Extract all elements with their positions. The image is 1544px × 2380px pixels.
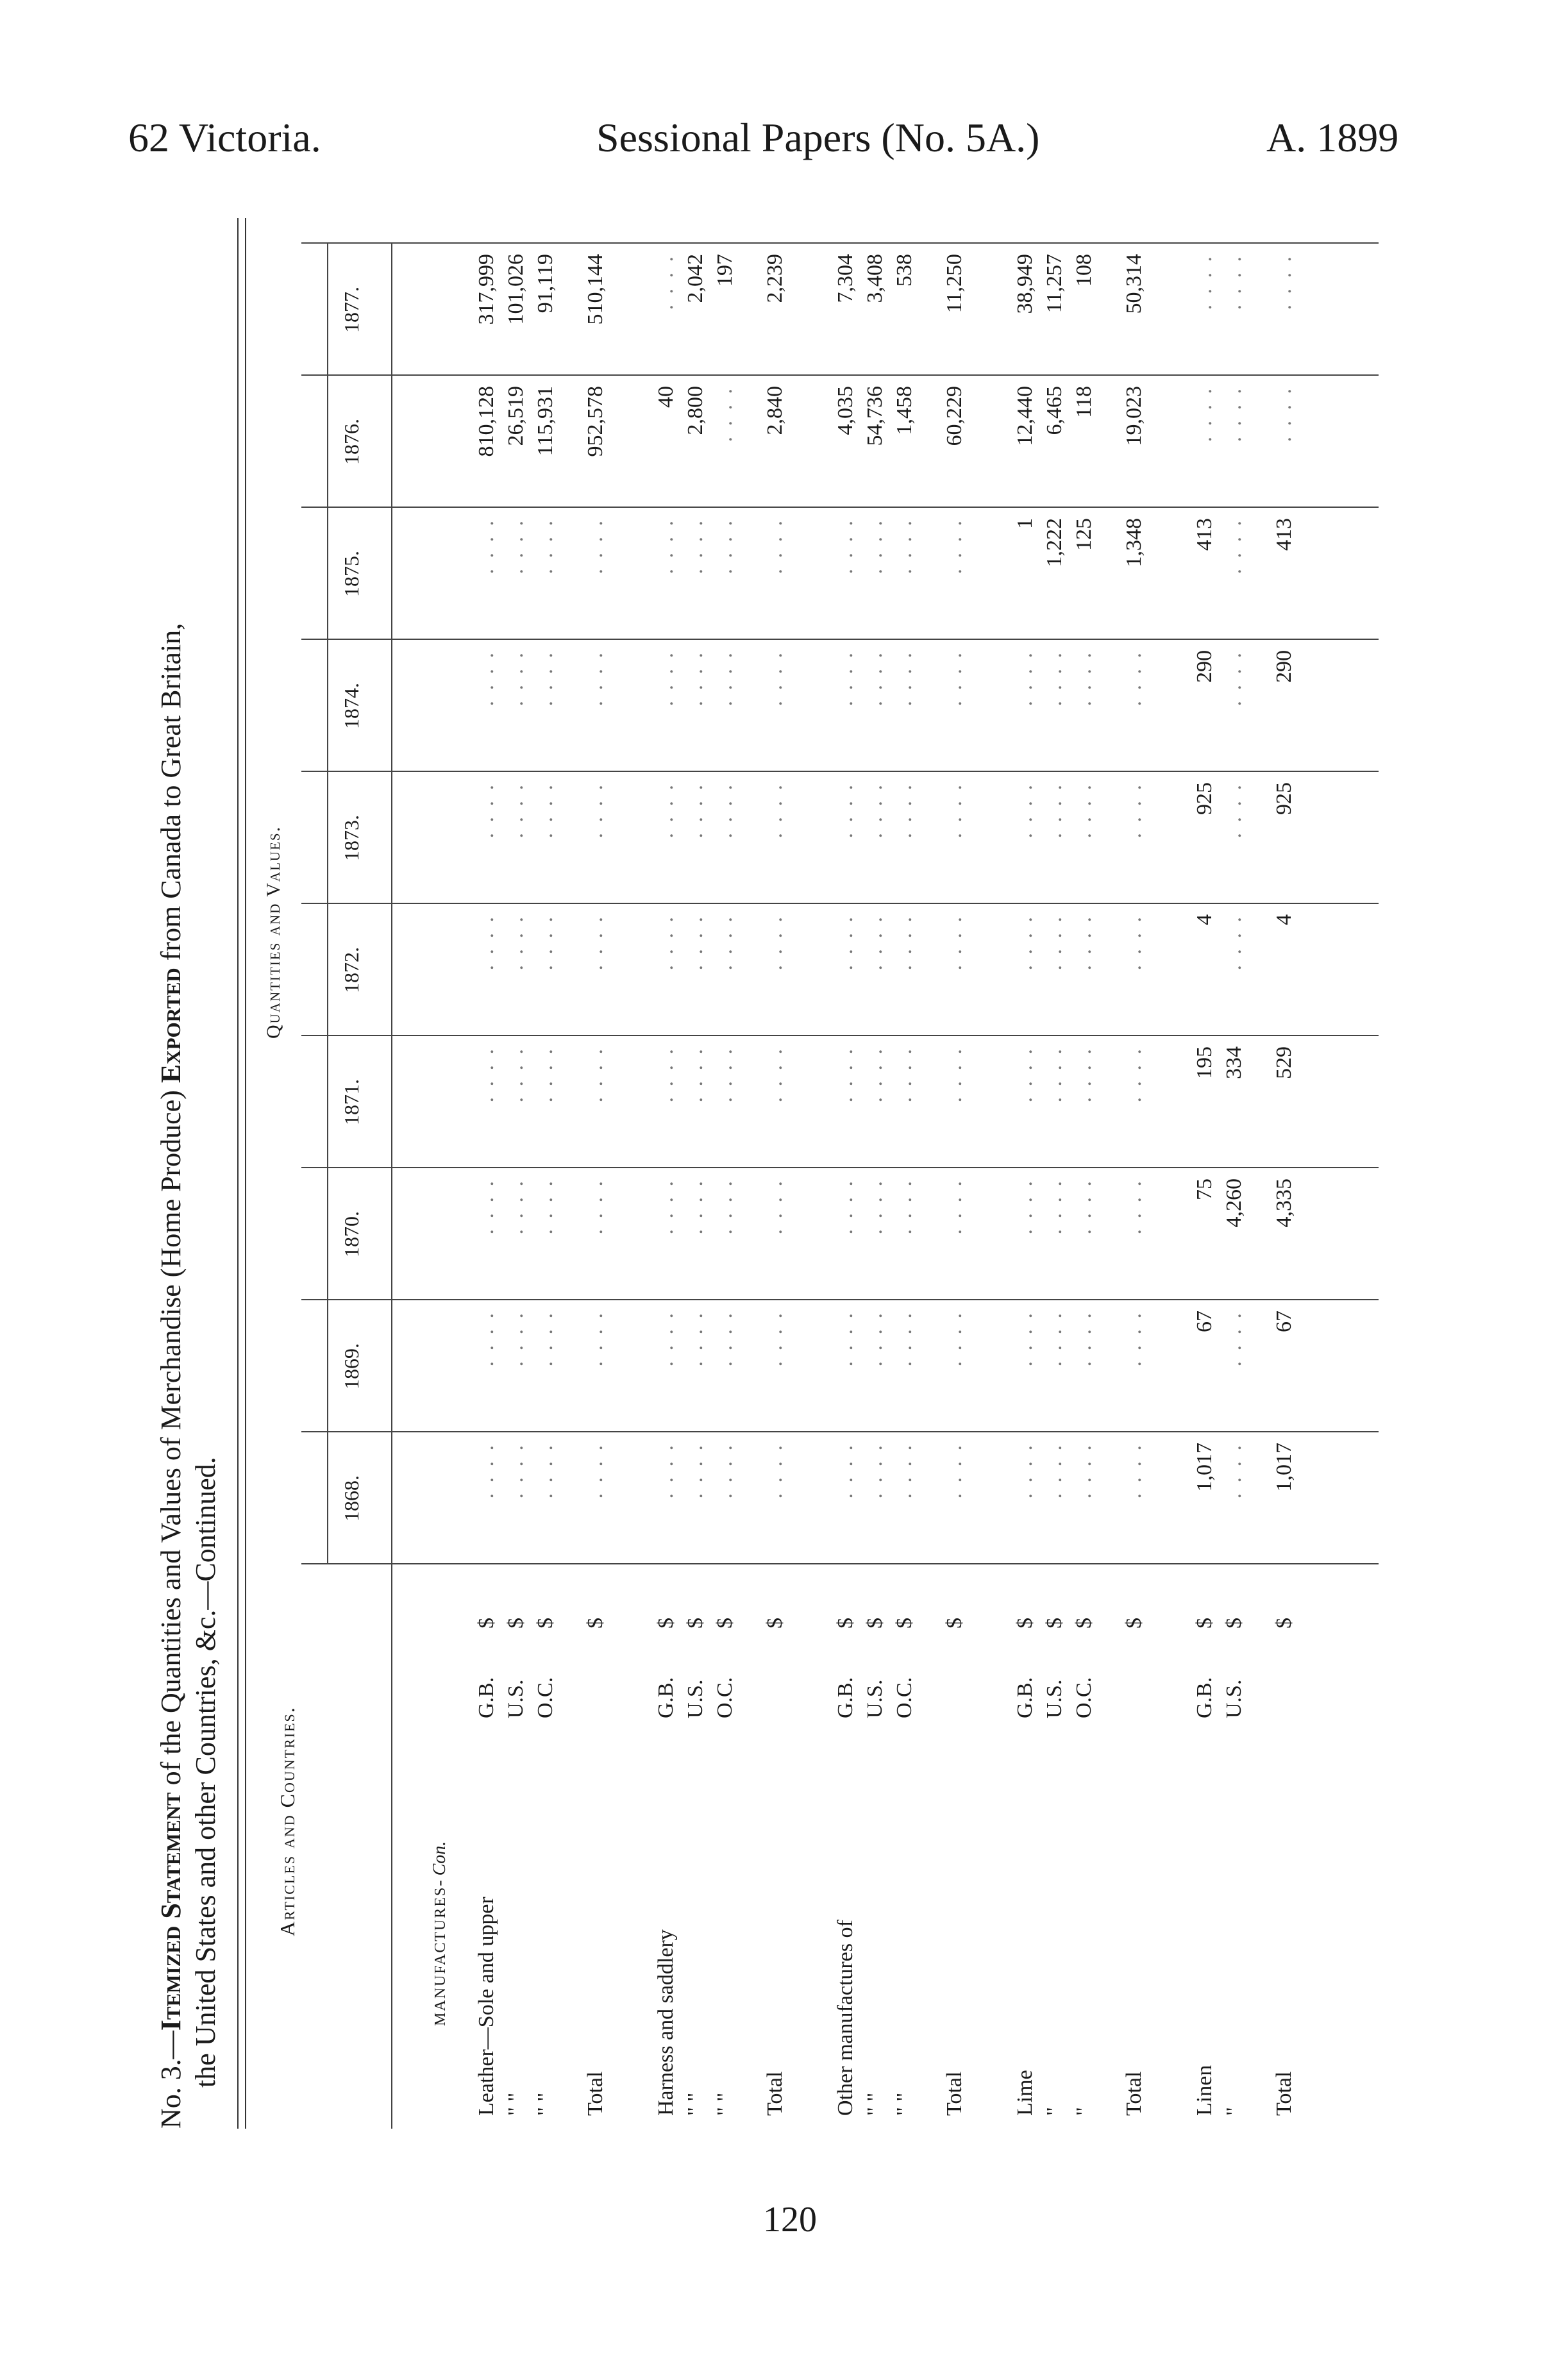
- value-cell: . . . .: [1072, 1178, 1096, 1235]
- value-cell: . . . .: [763, 1311, 787, 1367]
- value-cell: . . . .: [504, 1046, 528, 1103]
- value-cell: 7,304: [834, 254, 857, 303]
- section-suffix: - Con.: [430, 1841, 449, 1886]
- title-exported: Exported: [155, 968, 187, 1084]
- value-cell: . . . .: [684, 1443, 707, 1499]
- value-cell: . . . .: [943, 1178, 966, 1235]
- country-code: G.B.: [474, 1677, 498, 1718]
- value-cell: 538: [893, 254, 916, 287]
- title-line1: of the Quantities and Values of Merchandise (Home Produce): [155, 1083, 187, 1793]
- running-head-left: 62 Victoria.: [128, 115, 321, 160]
- value-cell: 4: [1193, 914, 1216, 925]
- value-cell: . . . .: [1043, 1178, 1066, 1235]
- title-rule: [237, 218, 239, 2129]
- value-cell: . . . .: [834, 1178, 857, 1235]
- dollar-sign: $: [863, 1618, 887, 1629]
- value-cell: 810,128: [474, 386, 498, 457]
- value-cell: . . . .: [533, 1443, 557, 1499]
- row-label: Linen: [1193, 2065, 1216, 2116]
- value-cell: 19,023: [1122, 386, 1146, 446]
- value-cell: . . . .: [684, 1046, 707, 1103]
- table-row: [893, 218, 921, 2116]
- value-cell: . . . .: [713, 1178, 737, 1235]
- value-cell: . . . .: [863, 650, 887, 707]
- value-cell: . . . .: [504, 518, 528, 574]
- value-cell: . . . .: [863, 518, 887, 574]
- dollar-sign: $: [654, 1618, 678, 1629]
- value-cell: . . . .: [1222, 782, 1246, 839]
- value-cell: . . . .: [583, 1178, 607, 1235]
- value-cell: . . . .: [654, 782, 678, 839]
- total-row: [1122, 218, 1150, 2116]
- value-cell: 38,949: [1013, 254, 1037, 314]
- table-row: [684, 218, 712, 2116]
- value-cell: 115,931: [533, 386, 557, 457]
- row-label: Leather—Sole and upper: [474, 1897, 498, 2116]
- value-cell: . . . .: [1013, 1178, 1037, 1235]
- value-cell: . . . .: [713, 782, 737, 839]
- row-label: Harness and saddlery: [654, 1929, 678, 2116]
- dollar-sign: $: [1272, 1618, 1296, 1629]
- quantities-values-header: Quantities and Values.: [263, 825, 284, 1039]
- value-cell: . . . .: [893, 782, 916, 839]
- value-cell: . . . .: [713, 1443, 737, 1499]
- country-code: U.S.: [684, 1679, 707, 1718]
- value-cell: . . . .: [863, 1178, 887, 1235]
- value-cell: . . . .: [1013, 1311, 1037, 1367]
- value-cell: . . . .: [1122, 782, 1146, 839]
- value-cell: . . . .: [474, 914, 498, 971]
- table-row: [474, 218, 503, 2116]
- articles-header: Articles and Countries.: [276, 1706, 299, 1936]
- value-cell: . . . .: [943, 1311, 966, 1367]
- title-prefix: No. 3.—: [155, 2031, 187, 2129]
- value-cell: 952,578: [583, 386, 607, 457]
- value-cell: 1,017: [1193, 1443, 1216, 1492]
- value-cell: . . . .: [863, 914, 887, 971]
- country-code: G.B.: [834, 1677, 857, 1718]
- row-label: " ": [684, 2092, 707, 2116]
- value-cell: . . . .: [684, 518, 707, 574]
- value-cell: . . . .: [863, 1443, 887, 1499]
- value-cell: . . . .: [533, 1311, 557, 1367]
- value-cell: . . . .: [654, 518, 678, 574]
- dollar-sign: $: [1043, 1618, 1066, 1629]
- value-cell: . . . .: [1043, 1046, 1066, 1103]
- section-label: MANUFACTURES: [432, 1886, 449, 2026]
- value-cell: . . . .: [1072, 650, 1096, 707]
- value-cell: 1,348: [1122, 518, 1146, 567]
- value-cell: . . . .: [1072, 782, 1096, 839]
- value-cell: 50,314: [1122, 254, 1146, 314]
- value-cell: . . . .: [1122, 1046, 1146, 1103]
- year-header: 1869.: [340, 1343, 363, 1389]
- value-cell: . . . .: [684, 1178, 707, 1235]
- value-cell: . . . .: [1122, 1311, 1146, 1367]
- value-cell: . . . .: [1013, 914, 1037, 971]
- year-header: 1872.: [340, 947, 363, 993]
- table-row: [713, 218, 741, 2116]
- value-cell: . . . .: [763, 1046, 787, 1103]
- value-cell: . . . .: [1043, 650, 1066, 707]
- dollar-sign: $: [474, 1618, 498, 1629]
- value-cell: 290: [1193, 650, 1216, 683]
- dollar-sign: $: [713, 1618, 737, 1629]
- value-cell: . . . .: [504, 1178, 528, 1235]
- total-row: [943, 218, 971, 2116]
- value-cell: . . . .: [763, 1443, 787, 1499]
- value-cell: . . . .: [834, 782, 857, 839]
- dollar-sign: $: [684, 1618, 707, 1629]
- value-cell: . . . .: [1272, 254, 1296, 310]
- value-cell: . . . .: [1222, 254, 1246, 310]
- table-row: [1193, 218, 1221, 2116]
- year-header: 1875.: [340, 551, 363, 597]
- value-cell: 4: [1272, 914, 1296, 925]
- row-label: " ": [504, 2092, 528, 2116]
- dollar-sign: $: [943, 1618, 966, 1629]
- value-cell: 67: [1272, 1311, 1296, 1332]
- value-cell: . . . .: [504, 1443, 528, 1499]
- value-cell: . . . .: [943, 1046, 966, 1103]
- value-cell: . . . .: [713, 518, 737, 574]
- value-cell: 26,519: [504, 386, 528, 446]
- value-cell: . . . .: [1043, 1443, 1066, 1499]
- value-cell: . . . .: [533, 1046, 557, 1103]
- value-cell: . . . .: [1222, 914, 1246, 971]
- value-cell: 108: [1072, 254, 1096, 287]
- value-cell: 1,017: [1272, 1443, 1296, 1492]
- year-header: 1873.: [340, 815, 363, 861]
- value-cell: 54,736: [863, 386, 887, 446]
- value-cell: . . . .: [504, 1311, 528, 1367]
- value-cell: 4,260: [1222, 1178, 1246, 1228]
- value-cell: . . . .: [533, 518, 557, 574]
- country-code: G.B.: [1013, 1677, 1037, 1718]
- value-cell: 6,465: [1043, 386, 1066, 435]
- section-heading: [430, 1841, 450, 2026]
- value-cell: . . . .: [654, 1178, 678, 1235]
- value-cell: 197: [713, 254, 737, 287]
- value-cell: . . . .: [474, 1178, 498, 1235]
- country-code: O.C.: [713, 1677, 737, 1718]
- value-cell: . . . .: [834, 914, 857, 971]
- value-cell: 75: [1193, 1178, 1216, 1200]
- value-cell: 334: [1222, 1046, 1246, 1079]
- value-cell: . . . .: [763, 518, 787, 574]
- value-cell: . . . .: [863, 1311, 887, 1367]
- value-cell: 101,026: [504, 254, 528, 325]
- value-cell: . . . .: [893, 1443, 916, 1499]
- value-cell: . . . .: [713, 650, 737, 707]
- total-row: [583, 218, 612, 2116]
- title-line1-end: from Canada to Great Britain,: [155, 623, 187, 968]
- row-label: " ": [533, 2092, 557, 2116]
- value-cell: . . . .: [1072, 1046, 1096, 1103]
- row-label: Total: [583, 2071, 607, 2116]
- value-cell: 2,239: [763, 254, 787, 303]
- value-cell: . . . .: [943, 782, 966, 839]
- dollar-sign: $: [533, 1618, 557, 1629]
- value-cell: . . . .: [1272, 386, 1296, 442]
- value-cell: 925: [1272, 782, 1296, 815]
- running-head-right: A. 1899: [1266, 115, 1399, 160]
- country-code: O.C.: [1072, 1677, 1096, 1718]
- title-lead: Itemized Statement: [155, 1792, 187, 2031]
- value-cell: . . . .: [654, 914, 678, 971]
- value-cell: . . . .: [474, 782, 498, 839]
- value-cell: . . . .: [654, 650, 678, 707]
- value-cell: . . . .: [474, 1046, 498, 1103]
- value-cell: . . . .: [1043, 1311, 1066, 1367]
- year-header: 1871.: [340, 1079, 363, 1125]
- value-cell: 4,035: [834, 386, 857, 435]
- value-cell: . . . .: [583, 650, 607, 707]
- value-cell: 125: [1072, 518, 1096, 551]
- value-cell: . . . .: [893, 650, 916, 707]
- value-cell: . . . .: [504, 782, 528, 839]
- value-cell: . . . .: [654, 1311, 678, 1367]
- value-cell: . . . .: [583, 782, 607, 839]
- row-label: " ": [893, 2092, 916, 2116]
- row-label: " ": [863, 2092, 887, 2116]
- row-label: Total: [1272, 2071, 1296, 2116]
- value-cell: . . . .: [763, 914, 787, 971]
- country-code: O.C.: [533, 1677, 557, 1718]
- value-cell: 290: [1272, 650, 1296, 683]
- value-cell: . . . .: [474, 1311, 498, 1367]
- value-cell: . . . .: [504, 914, 528, 971]
- row-label: Lime: [1013, 2070, 1037, 2116]
- dollar-sign: $: [1013, 1618, 1037, 1629]
- value-cell: 11,257: [1043, 254, 1066, 314]
- dollar-sign: $: [504, 1618, 528, 1629]
- country-code: G.B.: [1193, 1677, 1216, 1718]
- value-cell: . . . .: [1222, 650, 1246, 707]
- value-cell: . . . .: [713, 914, 737, 971]
- value-cell: . . . .: [533, 914, 557, 971]
- value-cell: . . . .: [1013, 650, 1037, 707]
- year-header: 1877.: [340, 287, 363, 333]
- value-cell: 118: [1072, 386, 1096, 418]
- value-cell: . . . .: [1222, 386, 1246, 442]
- value-cell: . . . .: [713, 386, 737, 442]
- country-code: U.S.: [504, 1679, 528, 1718]
- value-cell: . . . .: [474, 650, 498, 707]
- row-label: ": [1222, 2107, 1246, 2116]
- value-cell: 1,458: [893, 386, 916, 435]
- total-row: [763, 218, 791, 2116]
- value-cell: 925: [1193, 782, 1216, 815]
- dollar-sign: $: [834, 1618, 857, 1629]
- value-cell: . . . .: [1122, 1178, 1146, 1235]
- value-cell: . . . .: [654, 1443, 678, 1499]
- table-row: [1222, 218, 1250, 2116]
- value-cell: . . . .: [713, 1046, 737, 1103]
- value-cell: 2,042: [684, 254, 707, 303]
- country-code: G.B.: [654, 1677, 678, 1718]
- value-cell: 3,408: [863, 254, 887, 303]
- value-cell: . . . .: [834, 1311, 857, 1367]
- value-cell: . . . .: [863, 782, 887, 839]
- year-header: 1874.: [340, 683, 363, 729]
- dollar-sign: $: [1222, 1618, 1246, 1629]
- country-code: U.S.: [1043, 1679, 1066, 1718]
- value-cell: . . . .: [943, 518, 966, 574]
- table-row: [1013, 218, 1041, 2116]
- value-cell: . . . .: [713, 1311, 737, 1367]
- value-cell: . . . .: [1122, 914, 1146, 971]
- value-cell: 40: [654, 386, 678, 408]
- value-cell: . . . .: [863, 1046, 887, 1103]
- value-cell: 67: [1193, 1311, 1216, 1332]
- row-label: Total: [1122, 2071, 1146, 2116]
- row-label: ": [1043, 2107, 1066, 2116]
- country-code: U.S.: [863, 1679, 887, 1718]
- value-cell: . . . .: [1122, 1443, 1146, 1499]
- value-cell: 4,335: [1272, 1178, 1296, 1228]
- table-row: [533, 218, 562, 2116]
- table-row: [834, 218, 862, 2116]
- value-cell: . . . .: [583, 1443, 607, 1499]
- value-cell: . . . .: [684, 914, 707, 971]
- value-cell: . . . .: [1193, 386, 1216, 442]
- dollar-sign: $: [763, 1618, 787, 1629]
- value-cell: . . . .: [943, 1443, 966, 1499]
- title-rule-double: [245, 218, 246, 2129]
- table-row: [1043, 218, 1071, 2116]
- table-row: [1072, 218, 1100, 2116]
- value-cell: 2,800: [684, 386, 707, 435]
- value-cell: . . . .: [583, 518, 607, 574]
- value-cell: . . . .: [943, 914, 966, 971]
- value-cell: . . . .: [504, 650, 528, 707]
- value-cell: . . . .: [763, 650, 787, 707]
- row-label: Total: [943, 2071, 966, 2116]
- value-cell: 413: [1272, 518, 1296, 551]
- dollar-sign: $: [583, 1618, 607, 1629]
- dollar-sign: $: [893, 1618, 916, 1629]
- value-cell: 2,840: [763, 386, 787, 435]
- row-label: Other manufactures of: [834, 1920, 857, 2116]
- dollar-sign: $: [1193, 1618, 1216, 1629]
- value-cell: . . . .: [1072, 1443, 1096, 1499]
- country-code: U.S.: [1222, 1679, 1246, 1718]
- value-cell: . . . .: [474, 1443, 498, 1499]
- value-cell: . . . .: [1222, 1311, 1246, 1367]
- table-row: [504, 218, 532, 2116]
- value-cell: . . . .: [893, 1178, 916, 1235]
- value-cell: . . . .: [834, 1443, 857, 1499]
- value-cell: 529: [1272, 1046, 1296, 1079]
- header-rule: [327, 244, 328, 1564]
- value-cell: . . . .: [834, 1046, 857, 1103]
- value-cell: . . . .: [893, 518, 916, 574]
- value-cell: 413: [1193, 518, 1216, 551]
- running-head-center: Sessional Papers (No. 5A.): [596, 115, 1040, 160]
- country-code: O.C.: [893, 1677, 916, 1718]
- year-header: 1868.: [340, 1475, 363, 1521]
- page-number: 120: [763, 2200, 817, 2240]
- value-cell: 60,229: [943, 386, 966, 446]
- value-cell: . . . .: [1013, 782, 1037, 839]
- value-cell: . . . .: [583, 1311, 607, 1367]
- value-cell: . . . .: [583, 914, 607, 971]
- value-cell: . . . .: [583, 1046, 607, 1103]
- rotated-table-page: [154, 218, 1423, 2129]
- value-cell: . . . .: [474, 518, 498, 574]
- total-row: [1272, 218, 1300, 2116]
- value-cell: 1,222: [1043, 518, 1066, 567]
- title-line2: the United States and other Countries, &c.—Continued.: [190, 1457, 221, 2088]
- year-header: 1870.: [340, 1211, 363, 1257]
- dollar-sign: $: [1072, 1618, 1096, 1629]
- value-cell: 317,999: [474, 254, 498, 325]
- table-row: [654, 218, 682, 2116]
- value-cell: 91,119: [533, 254, 557, 314]
- value-cell: . . . .: [943, 650, 966, 707]
- value-cell: . . . .: [1013, 1443, 1037, 1499]
- value-cell: . . . .: [533, 650, 557, 707]
- value-cell: 510,144: [583, 254, 607, 325]
- value-cell: . . . .: [533, 782, 557, 839]
- value-cell: . . . .: [684, 782, 707, 839]
- value-cell: 195: [1193, 1046, 1216, 1079]
- value-cell: . . . .: [684, 650, 707, 707]
- value-cell: 11,250: [943, 254, 966, 314]
- row-label: Total: [763, 2071, 787, 2116]
- value-cell: . . . .: [654, 254, 678, 310]
- value-cell: . . . .: [893, 914, 916, 971]
- table-title: [154, 218, 223, 2129]
- value-cell: . . . .: [834, 650, 857, 707]
- value-cell: . . . .: [834, 518, 857, 574]
- value-cell: . . . .: [893, 1311, 916, 1367]
- value-cell: . . . .: [654, 1046, 678, 1103]
- year-header: 1876.: [340, 419, 363, 465]
- value-cell: . . . .: [1122, 650, 1146, 707]
- dollar-sign: $: [1122, 1618, 1146, 1629]
- value-cell: . . . .: [893, 1046, 916, 1103]
- value-cell: 1: [1013, 518, 1037, 529]
- value-cell: . . . .: [1193, 254, 1216, 310]
- value-cell: . . . .: [763, 782, 787, 839]
- value-cell: . . . .: [1043, 782, 1066, 839]
- value-cell: 12,440: [1013, 386, 1037, 446]
- value-cell: . . . .: [1013, 1046, 1037, 1103]
- row-label: ": [1072, 2107, 1096, 2116]
- table-row: [863, 218, 891, 2116]
- row-label: " ": [713, 2092, 737, 2116]
- value-cell: . . . .: [684, 1311, 707, 1367]
- value-cell: . . . .: [763, 1178, 787, 1235]
- value-cell: . . . .: [1072, 1311, 1096, 1367]
- value-cell: . . . .: [1043, 914, 1066, 971]
- header-rule: [391, 244, 392, 2129]
- value-cell: . . . .: [1222, 518, 1246, 574]
- value-cell: . . . .: [1072, 914, 1096, 971]
- value-cell: . . . .: [533, 1178, 557, 1235]
- value-cell: . . . .: [1222, 1443, 1246, 1499]
